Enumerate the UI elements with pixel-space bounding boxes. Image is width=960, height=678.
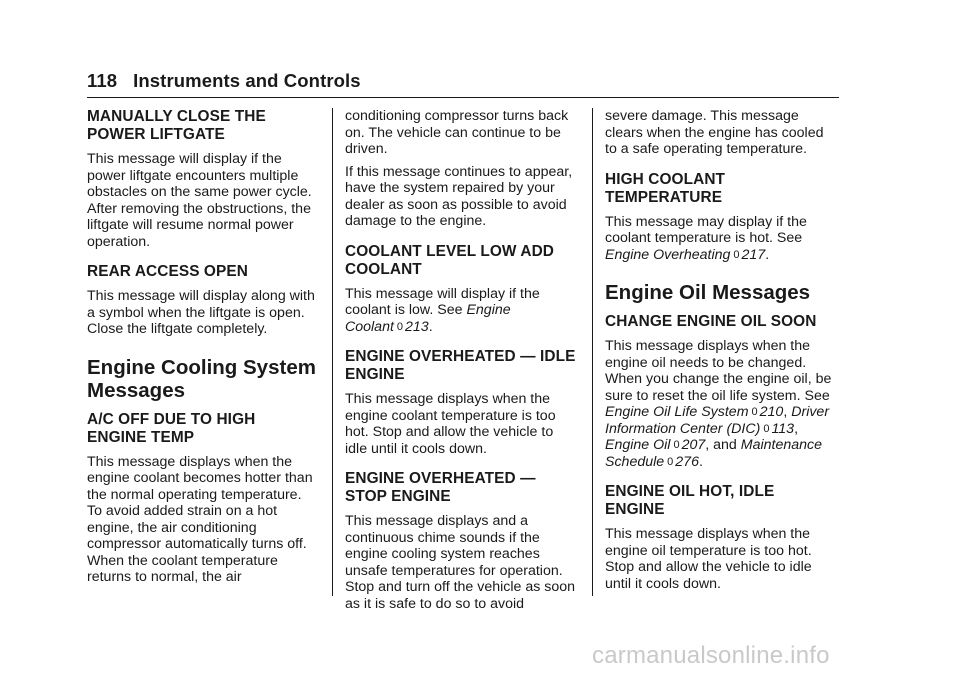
paragraph-engine-overheated-stop-continued: severe damage. This message clears when the engine has cooled to a safe operating temperature.	[605, 108, 824, 157]
page-reference-icon: 0	[763, 422, 770, 435]
paragraph-repair-advice: If this message continues to appear, have the system repaired by your dealer as soon as possible to avoid damage to the engine.	[345, 163, 573, 229]
heading-high-coolant-temperature: HIGH COOLANT TEMPERATURE	[605, 170, 726, 206]
paragraph-engine-overheated-stop: This message displays and a continuous chime sounds if the engine cooling system reaches unsafe temperatures for operation. Stop and turn off the vehicle as soon as it is safe to do so to avoid	[345, 513, 576, 612]
section-heading-engine-cooling: Engine Cooling System Messages	[87, 355, 316, 402]
heading-engine-oil-hot: ENGINE OIL HOT, IDLE ENGINE	[605, 483, 775, 518]
page-ref-276[interactable]: 276	[675, 453, 699, 470]
paragraph-ac-off: This message displays when the engine coolant becomes hotter than the normal operating temperature. To avoid added strain on a hot engine, the air conditioning compressor automatically turns off. When the coolant temperature returns to normal, the air	[87, 453, 313, 585]
text: This message may display if the coolant temperature is hot. See	[605, 213, 807, 246]
heading-manually-close-liftgate: MANUALLY CLOSE THE POWER LIFTGATE	[87, 108, 266, 143]
link-maintenance-schedule[interactable]: Maintenance Schedule	[605, 437, 823, 470]
heading-ac-off: A/C OFF DUE TO HIGH ENGINE TEMP	[87, 410, 256, 446]
text: This message will display if the coolant is low. See	[345, 285, 540, 318]
heading-rear-access-open: REAR ACCESS OPEN	[87, 263, 248, 280]
link-driver-information-center[interactable]: Driver Information Center (DIC)	[605, 404, 830, 437]
page-ref-217[interactable]: 217	[741, 246, 766, 263]
paragraph-engine-overheated-idle: This message displays when the engine coolant temperature is too hot. Stop and allow the vehicle to idle until it cools down.	[345, 391, 556, 457]
paragraph-manually-close-liftgate: This message will display if the power liftgate encounters multiple obstacles on the same power cycle. After removing the obstructions, the liftgate will resume normal power operation.	[87, 151, 312, 250]
heading-engine-overheated-stop: ENGINE OVERHEATED — STOP ENGINE	[345, 470, 536, 505]
text: This message displays when the engine oil needs to be changed. When you change the engine oil, be sure to reset the oil life system. See	[605, 338, 832, 404]
paragraph-engine-oil-hot: This message displays when the engine oil temperature is too hot. Stop and allow the vehicle to idle until it cools down.	[605, 526, 812, 592]
page-header	[87, 70, 361, 92]
paragraph-coolant-level-low	[345, 286, 577, 336]
link-engine-oil-life-system[interactable]: Engine Oil Life System	[605, 404, 749, 420]
column-2	[345, 108, 577, 618]
page-reference-icon: 0	[396, 320, 404, 333]
page-reference-icon: 0	[667, 455, 674, 468]
text: , and	[705, 437, 741, 453]
text: .	[698, 453, 703, 470]
watermark: carmanualsonline.info	[592, 642, 830, 669]
text: ,	[794, 420, 799, 437]
header-rule	[87, 97, 839, 98]
heading-change-engine-oil-soon: CHANGE ENGINE OIL SOON	[605, 313, 817, 330]
paragraph-ac-off-continued: conditioning compressor turns back on. The vehicle can continue to be driven.	[345, 108, 569, 157]
column-1	[87, 108, 319, 592]
heading-coolant-level-low: COOLANT LEVEL LOW ADD COOLANT	[345, 242, 555, 278]
column-divider-1	[332, 108, 333, 596]
text: .	[765, 246, 770, 263]
page-ref-210[interactable]: 210	[759, 404, 784, 420]
link-engine-oil[interactable]: Engine Oil	[605, 437, 671, 453]
page-ref-113[interactable]: 113	[771, 420, 795, 437]
page-reference-icon: 0	[733, 248, 740, 261]
paragraph-change-engine-oil-soon	[605, 338, 837, 470]
heading-engine-overheated-idle: ENGINE OVERHEATED — IDLE ENGINE	[345, 348, 576, 383]
column-3	[605, 108, 837, 598]
page-number: 118	[87, 70, 118, 91]
page-reference-icon: 0	[673, 439, 680, 451]
page-ref-213[interactable]: 213	[405, 318, 429, 335]
link-engine-coolant[interactable]: Engine Coolant	[345, 302, 511, 335]
page-title: Instruments and Controls	[133, 70, 361, 91]
paragraph-rear-access-open: This message will display along with a symbol when the liftgate is open. Close the liftgate completely.	[87, 288, 315, 337]
text: ,	[783, 404, 792, 420]
paragraph-high-coolant-temperature	[605, 214, 837, 264]
page-reference-icon: 0	[751, 406, 758, 418]
section-heading-engine-oil: Engine Oil Messages	[605, 281, 811, 304]
link-engine-overheating[interactable]: Engine Overheating	[605, 246, 731, 263]
page-ref-207[interactable]: 207	[681, 437, 706, 453]
text: .	[428, 318, 433, 335]
column-divider-2	[592, 108, 593, 596]
